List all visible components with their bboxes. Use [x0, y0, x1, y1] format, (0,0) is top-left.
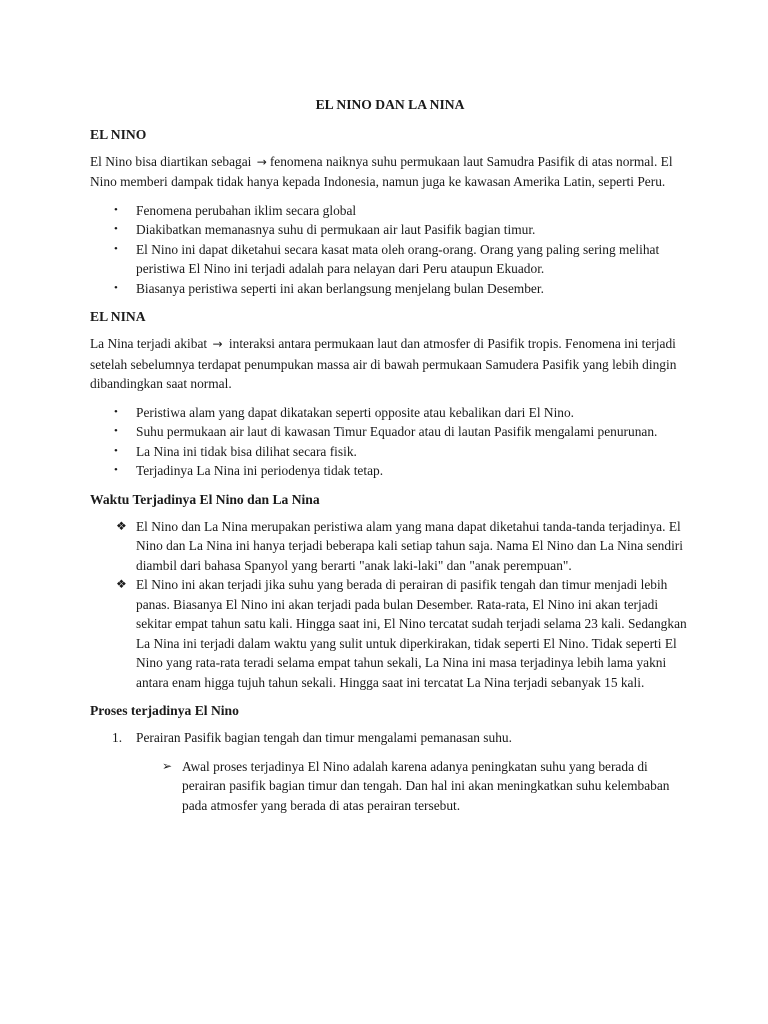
arrow-right-icon: → — [256, 154, 267, 169]
list-item-text: Awal proses terjadinya El Nino adalah karena adanya peningkatan suhu yang berada di perairan pasifik bagian timur dan tengah. Dan hal ini akan meningkatkan suhu kelembaban pada atmosfer yang berada di atas perairan tersebut. — [182, 758, 670, 813]
el-nina-bullet-list — [90, 403, 690, 481]
list-item — [90, 201, 690, 221]
el-nino-paragraph-end: fenomena naiknya suhu permukaan laut Samudra Pasifik di atas normal. El Nino memberi dampak tidak hanya kepada Indonesia, namun juga ke kawasan Amerika Latin, seperti Peru. — [90, 153, 673, 189]
bullet-icon: • — [114, 223, 118, 235]
list-item-text: El Nino ini akan terjadi jika suhu yang berada di perairan di pasifik tengah dan timur menjadi lebih panas. Biasanya El Nino ini akan terjadi pada bulan Desember. Rata-rata, El Nino ini akan terjadi sekitar empat tahun satu kali. Hingga saat ini, El Nino tercatat sudah terjadi selama 23 kali. Sedangkan La Nina ini terjadi dalam waktu yang sulit untuk diperkirakan, tidak seperti El Nino. Tidak seperti El Nino yang rata-rata teradi selama empat tahun sekali, La Nina ini masa terjadinya lebih lama yakni antara enam higga tujuh tahun sekali. Hingga saat ini tercatat La Nina terjadi sebanyak 15 kali. — [136, 577, 687, 690]
list-item — [90, 240, 690, 279]
diamond-bullet-icon: ❖ — [116, 518, 127, 533]
bullet-icon: • — [114, 425, 118, 437]
list-item — [90, 442, 690, 462]
bullet-icon: • — [114, 242, 118, 255]
el-nina-paragraph-end: interaksi antara permukaan laut dan atmosfer di Pasifik tropis. Fenomena ini terjadi setelah sebelumnya terdapat penumpukan massa air di bawah permukaan Samudera Pasifik yang lebih dingin dibandingkan saat normal. — [90, 336, 677, 391]
section-heading-waktu: Waktu Terjadinya El Nino dan La Nina — [90, 491, 320, 507]
list-number: 1. — [112, 730, 123, 745]
section-heading-proses: Proses terjadinya El Nino — [90, 703, 239, 718]
section-heading-el-nina: EL NINA — [90, 309, 146, 324]
bullet-icon: • — [114, 464, 118, 476]
el-nino-paragraph-start: El Nino bisa diartikan sebagai — [90, 153, 252, 169]
el-nina-paragraph-start: La Nina terjadi akibat — [90, 336, 208, 351]
document-title: EL NINO DAN LA NINA — [315, 97, 465, 112]
list-item-text: Fenomena perubahan iklim secara global — [136, 202, 357, 218]
bullet-icon: • — [114, 444, 118, 457]
bullet-icon: • — [114, 281, 118, 294]
proses-sub-list — [90, 757, 690, 816]
list-item — [90, 279, 690, 299]
list-item — [90, 220, 690, 240]
bullet-icon: • — [114, 405, 118, 418]
el-nina-paragraph — [90, 334, 690, 394]
el-nino-paragraph — [90, 152, 690, 192]
list-item-text: El Nino dan La Nina merupakan peristiwa alam yang mana dapat diketahui tanda-tanda terjadinya. El Nino dan La Nina ini hanya terjadi beberapa kali setiap tahun saja. Nama El Nino dan La Nina sendiri diambil dari bahasa Spanyol yang berarti "anak laki-laki" dan "anak perempuan". — [136, 518, 683, 573]
el-nino-bullet-list — [90, 201, 690, 299]
diamond-bullet-icon: ❖ — [116, 577, 127, 591]
waktu-list — [90, 517, 690, 693]
arrow-right-icon: → — [212, 337, 223, 351]
list-item — [90, 728, 690, 748]
list-item-text: Biasanya peristiwa seperti ini akan berlangsung menjelang bulan Desember. — [136, 280, 544, 296]
list-item-text: Peristiwa alam yang dapat dikatakan seperti opposite atau kebalikan dari El Nino. — [136, 404, 575, 420]
list-item — [90, 403, 690, 423]
list-item — [90, 575, 690, 692]
list-item-text: Diakibatkan memanasnya suhu di permukaan air laut Pasifik bagian timur. — [136, 222, 536, 237]
section-heading-el-nino: EL NINO — [90, 126, 147, 142]
list-item — [90, 757, 690, 816]
arrow-bullet-icon: ➢ — [162, 758, 173, 773]
proses-numbered-list — [90, 728, 690, 748]
list-item — [90, 422, 690, 442]
list-item — [90, 461, 690, 481]
list-item — [90, 517, 690, 576]
document-page — [90, 95, 690, 815]
list-item-text: La Nina ini tidak bisa dilihat secara fisik. — [136, 443, 357, 459]
list-item-text: El Nino ini dapat diketahui secara kasat mata oleh orang-orang. Orang yang paling sering melihat peristiwa El Nino ini terjadi adalah para nelayan dari Peru ataupun Ekuador. — [136, 241, 660, 276]
list-item-text: Terjadinya La Nina ini periodenya tidak tetap. — [136, 463, 384, 478]
bullet-icon: • — [114, 203, 118, 216]
list-item-text: Suhu permukaan air laut di kawasan Timur Equador atau di lautan Pasifik mengalami penurunan. — [136, 424, 658, 439]
list-item-text: Perairan Pasifik bagian tengah dan timur mengalami pemanasan suhu. — [136, 730, 512, 745]
